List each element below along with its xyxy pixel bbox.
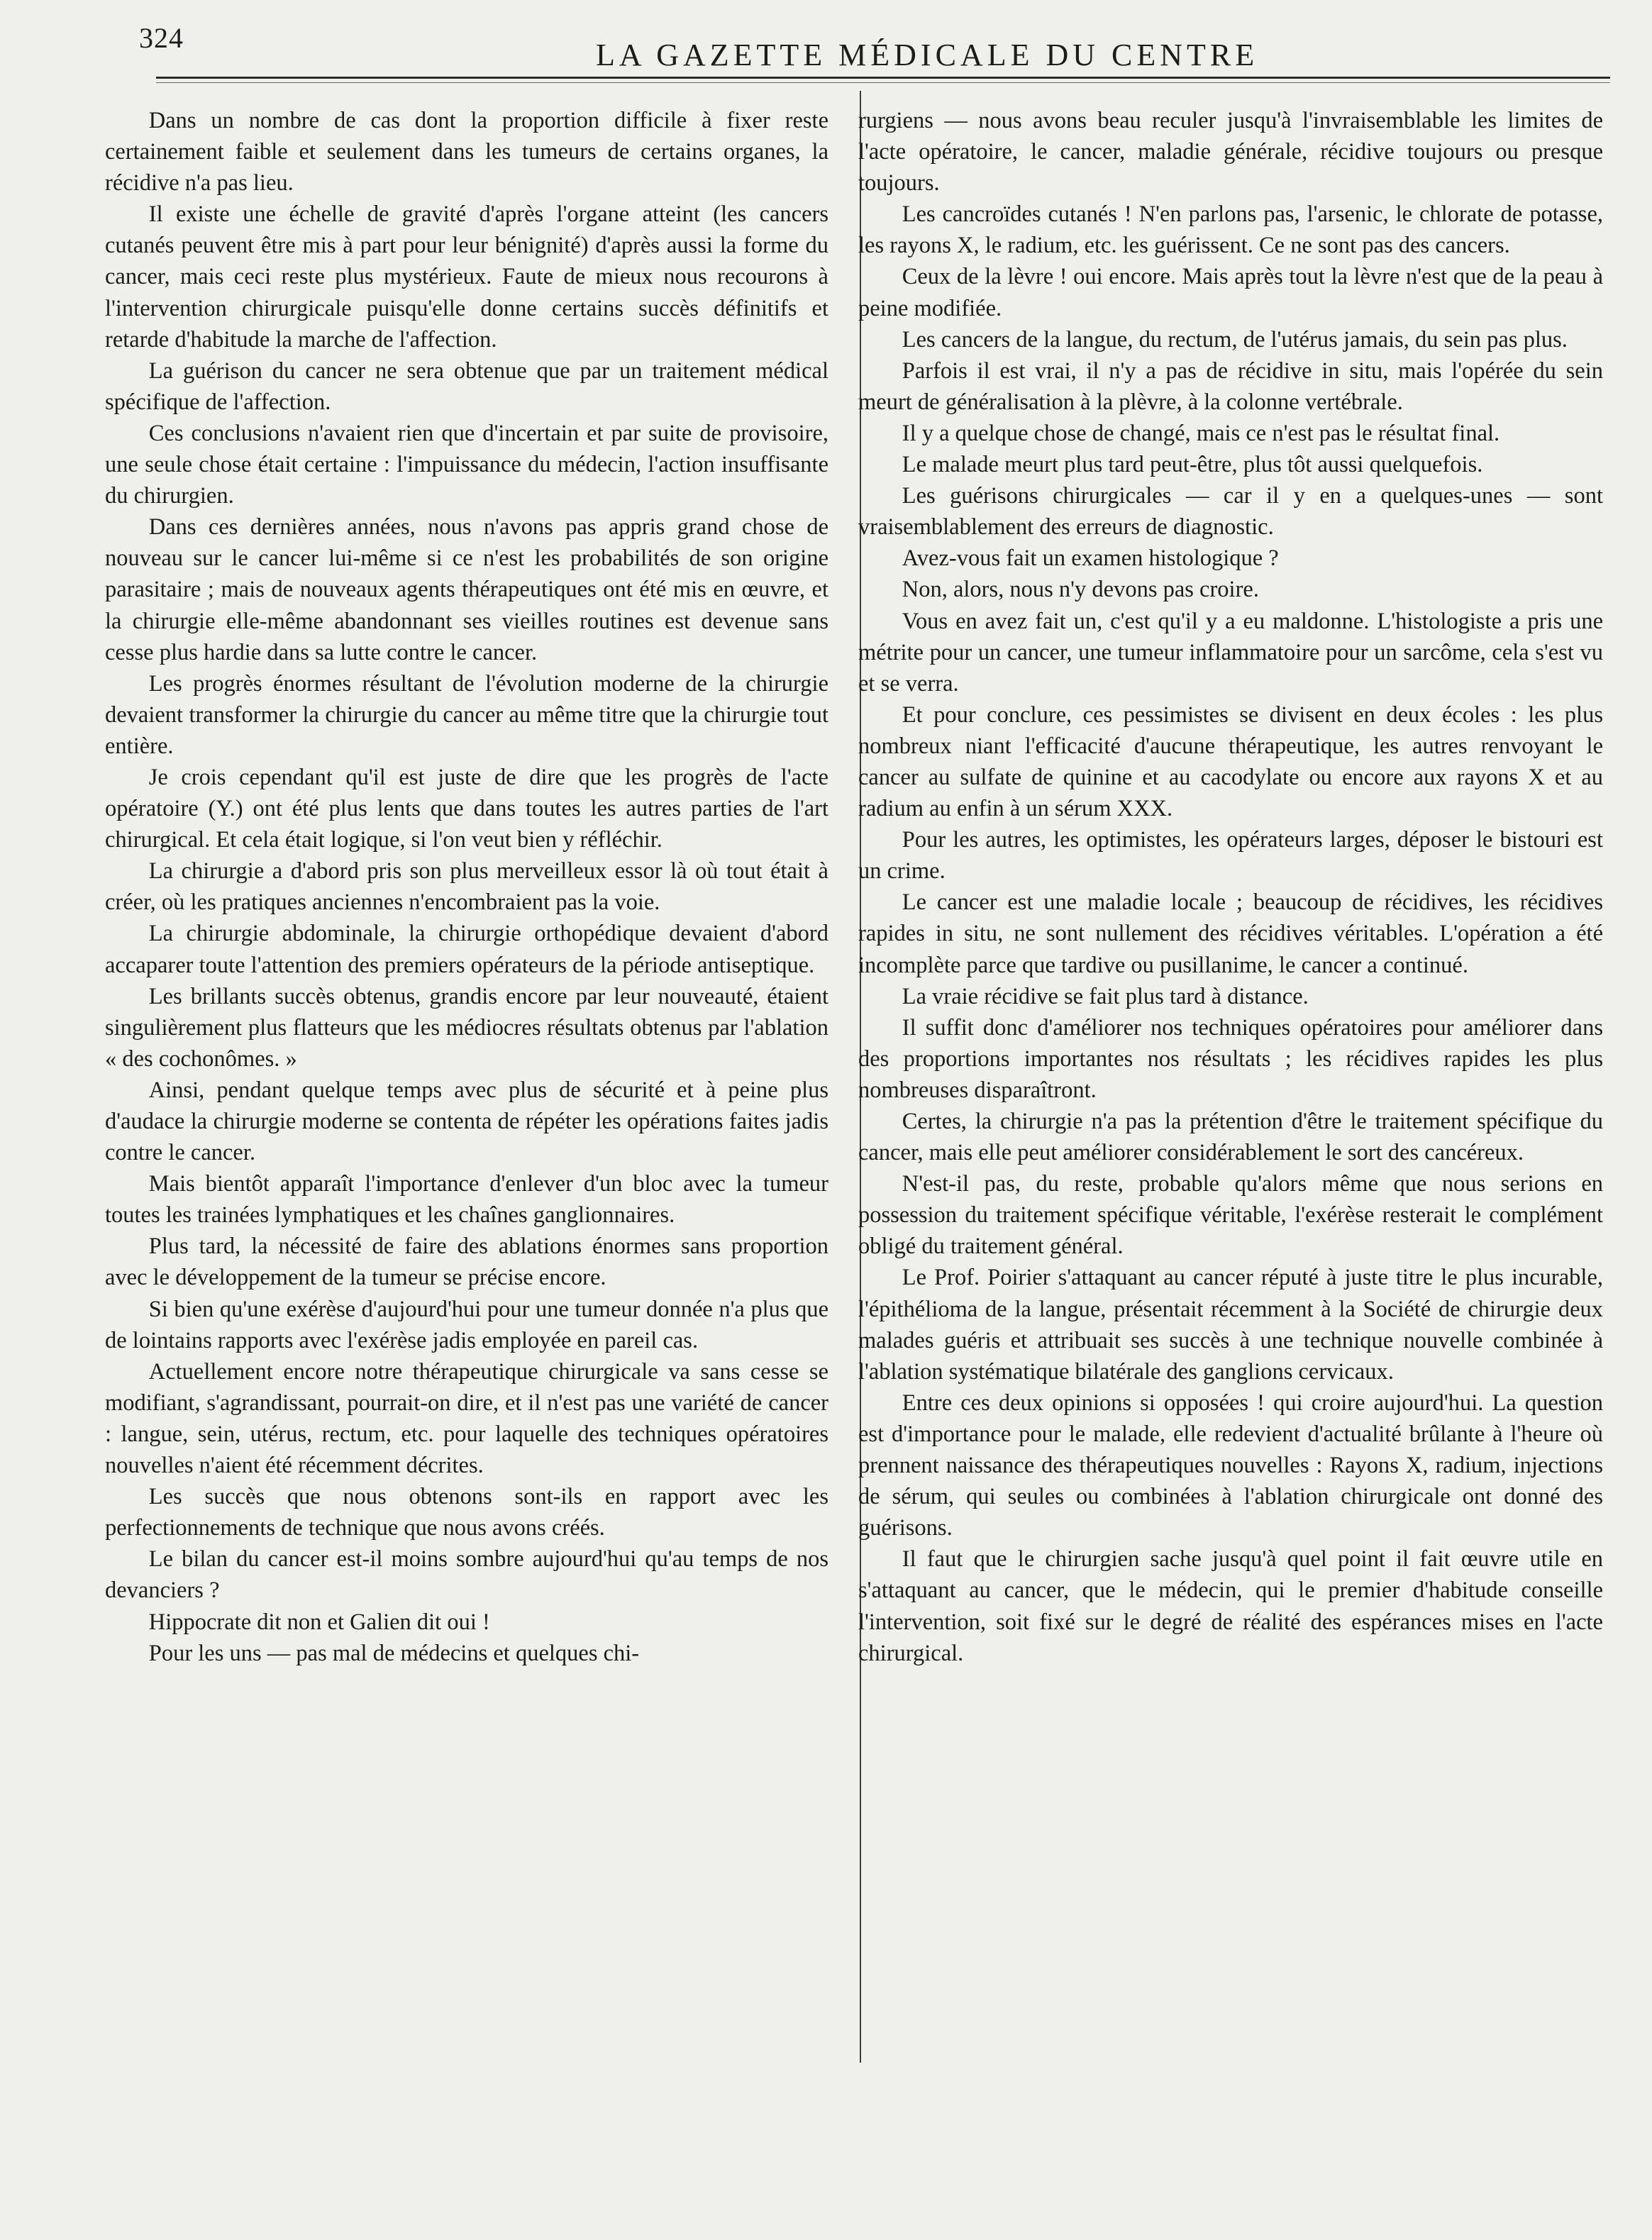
paragraph: Certes, la chirurgie n'a pas la prétention d'être le traitement spécifique du cancer, mais elle peut améliorer considérablement le sort des cancéreux. bbox=[858, 1109, 1603, 1166]
paragraph-continued: rurgiens — nous avons beau reculer jusqu'à l'invraisemblable les limites de l'acte opératoire, le cancer, maladie générale, récidive toujours ou presque toujours. bbox=[858, 108, 1603, 196]
paragraph: Les brillants succès obtenus, grandis encore par leur nouveauté, étaient singulièrement plus flatteurs que les médiocres résultats obtenus par l'ablation « des cochonômes. » bbox=[105, 983, 828, 1072]
paragraph: Vous en avez fait un, c'est qu'il y a eu maldonne. L'histologiste a pris une métrite pour un cancer, une tumeur inflammatoire pour un sarcôme, cela s'est vu et se verra. bbox=[858, 608, 1603, 697]
paragraph: Plus tard, la nécessité de faire des ablations énormes sans proportion avec le développement de la tumeur se précise encore. bbox=[105, 1233, 828, 1291]
paragraph: Mais bientôt apparaît l'importance d'enlever d'un bloc avec la tumeur toutes les trainées lymphatiques et les chaînes ganglionnaires. bbox=[105, 1171, 828, 1229]
paragraph: Les cancroïdes cutanés ! N'en parlons pas, l'arsenic, le chlorate de potasse, les rayons X, le radium, etc. les guérissent. Ce ne sont pas des cancers. bbox=[858, 201, 1603, 259]
paragraph: Les succès que nous obtenons sont-ils en rapport avec les perfectionnements de technique que nous avons créés. bbox=[105, 1484, 828, 1541]
paragraph: Pour les autres, les optimistes, les opérateurs larges, déposer le bistouri est un crime. bbox=[858, 827, 1603, 885]
paragraph: Le cancer est une maladie locale ; beaucoup de récidives, les récidives rapides in situ, ne sont nullement des récidives véritables. L'opération a été incomplète parce que tardive ou pusillanime, le cancer a continué. bbox=[858, 889, 1603, 978]
paragraph: Le bilan du cancer est-il moins sombre aujourd'hui qu'au temps de nos devanciers ? bbox=[105, 1546, 828, 1604]
paragraph: La chirurgie a d'abord pris son plus merveilleux essor là où tout était à créer, où les pratiques anciennes n'encombraient pas la voie. bbox=[105, 858, 828, 916]
paragraph: La vraie récidive se fait plus tard à distance. bbox=[902, 983, 1309, 1009]
paragraph: Ces conclusions n'avaient rien que d'incertain et par suite de provisoire, une seule chose était certaine : l'impuissance du médecin, l'action insuffisante du chirurgien. bbox=[105, 420, 828, 509]
paragraph: Les cancers de la langue, du rectum, de l'utérus jamais, du sein pas plus. bbox=[902, 326, 1568, 353]
paragraph: Actuellement encore notre thérapeutique chirurgicale va sans cesse se modifiant, s'agrandissant, pourrait-on dire, et il n'est pas une variété de cancer : langue, sein, utérus, rectum, etc. pour laquelle des techniques opératoires nouvelles n'aient été récemment décrites. bbox=[105, 1358, 828, 1479]
paragraph: Pour les uns — pas mal de médecins et quelques chi- bbox=[148, 1640, 640, 1666]
paragraph: Il y a quelque chose de changé, mais ce n'est pas le résultat final. bbox=[902, 420, 1500, 446]
paragraph: Parfois il est vrai, il n'y a pas de récidive in situ, mais l'opérée du sein meurt de généralisation à la plèvre, à la colonne vertébrale. bbox=[858, 357, 1603, 415]
paragraph: Il existe une échelle de gravité d'après l'organe atteint (les cancers cutanés peuvent être mis à part pour leur bénignité) d'après aussi la forme du cancer, mais ceci reste plus mystérieux. Faute de mieux nous recourons à l'intervention chirurgicale puisqu'elle donne certains succès définitifs et retarde d'habitude la marche de l'affection. bbox=[105, 201, 828, 353]
paragraph: Ainsi, pendant quelque temps avec plus de sécurité et à peine plus d'audace la chirurgie moderne se contenta de répéter les opérations faites jadis contre le cancer. bbox=[105, 1077, 828, 1166]
paragraph: Il suffit donc d'améliorer nos techniques opératoires pour améliorer dans des proportions importantes nos résultats ; les récidives rapides les plus nombreuses disparaîtront. bbox=[858, 1014, 1603, 1103]
paragraph: Dans un nombre de cas dont la proportion difficile à fixer reste certainement faible et seulement dans les tumeurs de certains organes, la récidive n'a pas lieu. bbox=[105, 108, 828, 196]
paragraph: Non, alors, nous n'y devons pas croire. bbox=[902, 577, 1259, 603]
paragraph: Et pour conclure, ces pessimistes se divisent en deux écoles : les plus nombreux niant l'efficacité d'aucune thérapeutique, les autres renvoyant le cancer au sulfate de quinine et au cacodylate ou encore aux rayons X et au radium au enfin à un sérum XXX. bbox=[858, 702, 1603, 822]
right-column bbox=[858, 105, 1603, 1669]
paragraph: Il faut que le chirurgien sache jusqu'à quel point il fait œuvre utile en s'attaquant au cancer, que le médecin, qui le premier d'habitude conseille l'intervention, soit fixé sur le degré de réalité des espérances mises en l'acte chirurgical. bbox=[858, 1546, 1603, 1666]
left-column bbox=[105, 105, 828, 1669]
paragraph: Les guérisons chirurgicales — car il y en a quelques-unes — sont vraisemblablement des erreurs de diagnostic. bbox=[858, 483, 1603, 540]
paragraph: Le Prof. Poirier s'attaquant au cancer réputé à juste titre le plus incurable, l'épithélioma de la langue, présentait récemment à la Société de chirurgie deux malades guéris et attribuait ses succès à une technique nouvelle combinée à l'ablation systématique bilatérale des ganglions cervicaux. bbox=[858, 1265, 1603, 1385]
paragraph: Entre ces deux opinions si opposées ! qui croire aujourd'hui. La question est d'importance pour le malade, elle redevient d'actualité brûlante à l'heure où prennent naissance des thérapeutiques nouvelles : Rayons X, radium, injections de sérum, qui seules ou combinées à l'ablation chirurgicale ont donné des guérisons. bbox=[858, 1390, 1603, 1541]
paragraph: Si bien qu'une exérèse d'aujourd'hui pour une tumeur donnée n'a plus que de lointains rapports avec l'exérèse jadis employée en pareil cas. bbox=[105, 1296, 828, 1353]
paragraph: La chirurgie abdominale, la chirurgie orthopédique devaient d'abord accaparer toute l'attention des premiers opérateurs de la période antiseptique. bbox=[105, 921, 828, 978]
paragraph: Les progrès énormes résultant de l'évolution moderne de la chirurgie devaient transformer la chirurgie du cancer au même titre que la chirurgie tout entière. bbox=[105, 670, 828, 759]
paragraph: Avez-vous fait un examen histologique ? bbox=[902, 545, 1279, 572]
header-rule bbox=[156, 77, 1610, 79]
paragraph: Le malade meurt plus tard peut-être, plus tôt aussi quelquefois. bbox=[902, 452, 1483, 478]
paragraph: Ceux de la lèvre ! oui encore. Mais après tout la lèvre n'est que de la peau à peine modifiée. bbox=[858, 264, 1603, 321]
paragraph: Dans ces dernières années, nous n'avons pas appris grand chose de nouveau sur le cancer lui-même si ce n'est les probabilités de son origine parasitaire ; mais de nouveaux agents thérapeutiques ont été mis en œuvre, et la chirurgie elle-même abandonnant ses vieilles routines est devenue sans cesse plus hardie dans sa lutte contre le cancer. bbox=[105, 514, 828, 665]
paragraph: Hippocrate dit non et Galien dit oui ! bbox=[148, 1609, 490, 1635]
page-number: 324 bbox=[139, 22, 184, 54]
header-rule-thin bbox=[156, 82, 1610, 83]
running-title: LA GAZETTE MÉDICALE DU CENTRE bbox=[596, 38, 1259, 72]
paragraph: La guérison du cancer ne sera obtenue que par un traitement médical spécifique de l'affection. bbox=[105, 357, 828, 415]
paragraph: Je crois cependant qu'il est juste de dire que les progrès de l'acte opératoire (Y.) ont été plus lents que dans toutes les autres parties de l'art chirurgical. Et cela était logique, si l'on veut bien y réfléchir. bbox=[105, 764, 828, 853]
paragraph: N'est-il pas, du reste, probable qu'alors même que nous serions en possession du traitement spécifique véritable, l'exérèse resterait le complément obligé du traitement général. bbox=[858, 1171, 1603, 1260]
